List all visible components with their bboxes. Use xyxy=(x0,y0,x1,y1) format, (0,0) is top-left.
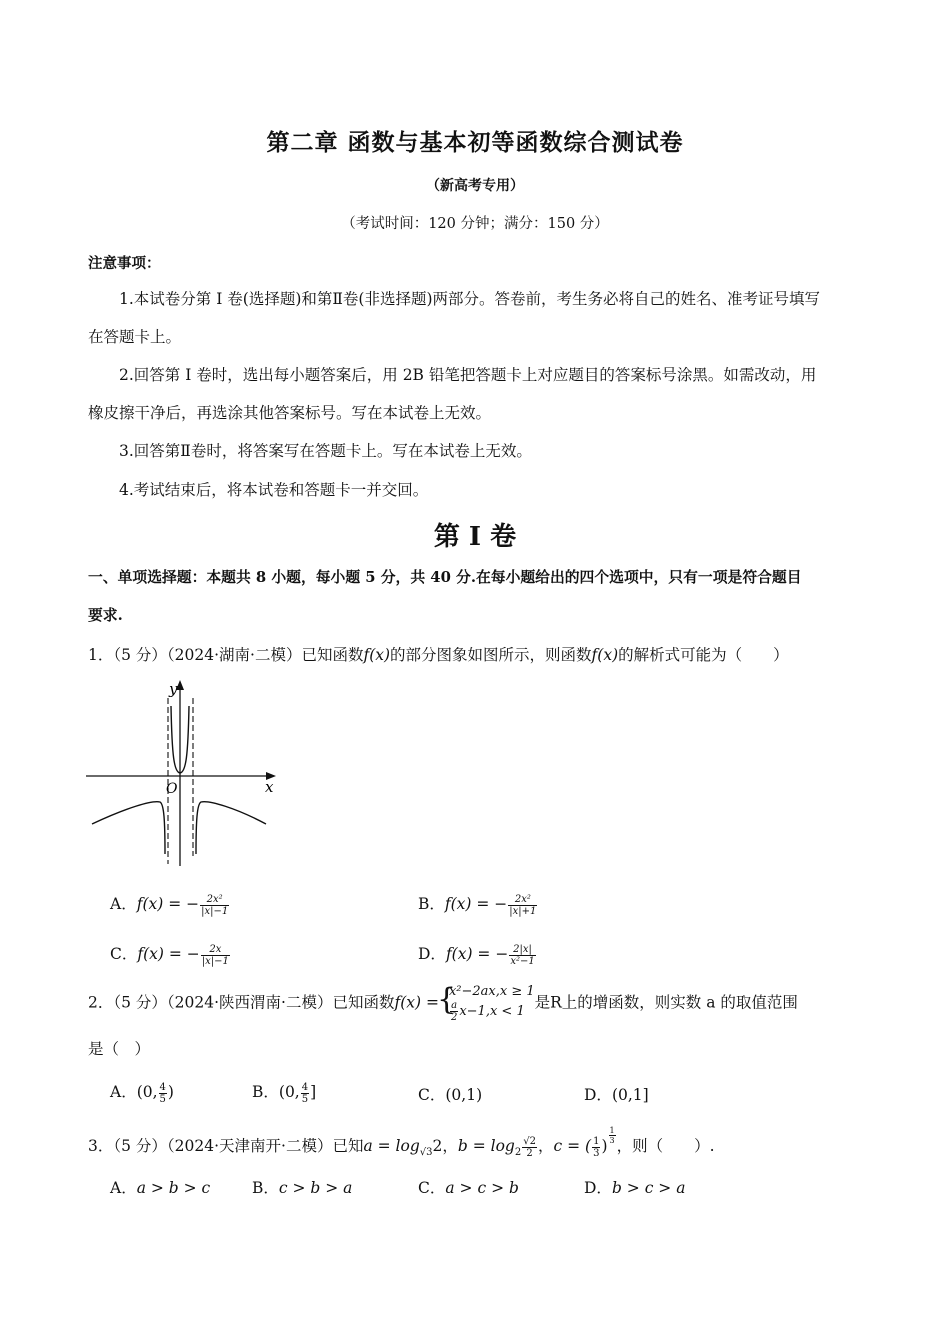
curve-right-branch xyxy=(196,802,266,854)
option-b-denominator: |x|+1 xyxy=(509,905,537,917)
question-2-piecewise xyxy=(439,984,535,1023)
exam-time-info: （考试时间：120 分钟；满分：150 分） xyxy=(341,216,609,232)
question-3-option-d[interactable] xyxy=(584,1176,685,1198)
question-3-c-exp-numerator: 1 xyxy=(609,1126,615,1135)
question-3-c-exp-denominator: 3 xyxy=(609,1136,615,1145)
y-axis-label: y xyxy=(169,680,178,698)
notice-heading: 注意事项： xyxy=(88,255,161,272)
question-2-fx: f(x) = xyxy=(394,993,439,1012)
option-d-value: (0,1] xyxy=(611,1086,649,1104)
page-subtitle: （新高考专用） xyxy=(426,178,524,194)
question-2-option-d[interactable] xyxy=(584,1083,649,1105)
question-1-option-d[interactable] xyxy=(418,942,537,967)
option-b-numerator: 4 xyxy=(301,1081,309,1093)
question-1-option-b[interactable] xyxy=(418,892,538,917)
question-1-function-graph xyxy=(86,676,282,866)
option-a-denominator: |x|−1 xyxy=(201,905,229,917)
question-2-suffix: 是R上的增函数，则实数 a 的取值范围 xyxy=(534,993,798,1012)
option-b-post: ] xyxy=(310,1083,317,1101)
option-a-label: A． xyxy=(110,1179,137,1197)
option-b-value: c > b > a xyxy=(278,1179,353,1197)
option-a-numerator: 2x² xyxy=(200,894,229,906)
question-1-suffix: 的解析式可能为（ ） xyxy=(618,646,789,664)
question-2-option-c[interactable] xyxy=(418,1083,482,1105)
question-3-option-c[interactable] xyxy=(418,1176,519,1198)
option-c-numerator: 2x xyxy=(201,944,230,956)
option-d-denominator: x²−1 xyxy=(510,955,535,967)
question-3-suffix: ，则（ ）. xyxy=(616,1137,715,1155)
notice-item-1-line-1: 1.本试卷分第 I 卷(选择题)和第Ⅱ卷(非选择题)两部分。答卷前，考生务必将自己的姓名、准考证号填写 xyxy=(119,290,820,308)
question-2-case-2-den: 2 xyxy=(450,1012,458,1023)
question-3-b-numerator: √2 xyxy=(523,1135,536,1147)
origin-label: O xyxy=(166,781,178,797)
question-2-stem xyxy=(88,984,798,1023)
option-a-lhs: f(x) = − xyxy=(136,895,200,913)
question-3-comma-1: ， xyxy=(442,1137,458,1155)
option-b-label: B． xyxy=(418,895,445,913)
option-b-lhs: f(x) = − xyxy=(444,895,508,913)
section-title: 第 I 卷 xyxy=(433,522,517,552)
question-3-c-close: ) xyxy=(601,1137,608,1155)
option-b-label: B． xyxy=(252,1179,279,1197)
x-axis-label: x xyxy=(265,778,274,796)
question-3-option-a[interactable] xyxy=(110,1176,210,1198)
option-d-value: b > c > a xyxy=(611,1179,686,1197)
option-b-pre: (0, xyxy=(278,1083,300,1101)
curve-left-branch xyxy=(92,802,165,854)
notice-item-3: 3.回答第Ⅱ卷时，将答案写在答题卡上。写在本试卷上无效。 xyxy=(119,442,532,460)
question-3-b-base: 2 xyxy=(514,1147,522,1159)
option-a-label: A． xyxy=(110,1083,137,1101)
question-1-prefix: 1．（5 分）（2024·湖南·二模）已知函数 xyxy=(88,646,364,664)
section-instruction-line-1: 一、单项选择题：本题共 8 小题，每小题 5 分，共 40 分.在每小题给出的四个选项中，只有一项是符合题目 xyxy=(88,569,802,586)
option-a-numerator: 4 xyxy=(159,1081,166,1093)
question-2-option-b[interactable] xyxy=(252,1080,316,1105)
question-3-c-expr: c = ( xyxy=(553,1137,592,1155)
question-1-mid: 的部分图象如图所示，则函数 xyxy=(390,646,592,664)
option-a-label: A． xyxy=(110,895,137,913)
notice-item-1-line-2: 在答题卡上。 xyxy=(88,328,182,346)
option-a-pre: (0, xyxy=(136,1083,158,1101)
option-c-value: a > c > b xyxy=(445,1179,519,1197)
option-c-denominator: |x|−1 xyxy=(201,955,229,967)
question-3-c-numerator: 1 xyxy=(593,1135,600,1147)
question-2-option-a[interactable] xyxy=(110,1080,174,1105)
option-c-value: (0,1) xyxy=(445,1086,483,1104)
option-c-label: C． xyxy=(418,1086,446,1104)
question-2-prefix: 2．（5 分）（2024·陕西渭南·二模）已知函数 xyxy=(88,993,395,1012)
notice-item-2-line-1: 2.回答第 I 卷时，选出每小题答案后，用 2B 铅笔把答题卡上对应题目的答案标号涂黑。如需改动，用 xyxy=(119,366,817,384)
question-1-option-a[interactable] xyxy=(110,892,230,917)
option-c-label: C． xyxy=(418,1179,446,1197)
option-a-value: a > b > c xyxy=(136,1179,211,1197)
question-3-c-denominator: 3 xyxy=(593,1147,600,1159)
option-a-denominator: 5 xyxy=(159,1093,166,1105)
question-3-a-arg: 2 xyxy=(432,1137,443,1155)
question-1-fx-1: f(x) xyxy=(363,646,391,664)
option-c-label: C． xyxy=(110,945,138,963)
question-2-case-2-rest: x−1,x < 1 xyxy=(459,1004,525,1019)
notice-item-4: 4.考试结束后，将本试卷和答题卡一并交回。 xyxy=(119,481,429,499)
question-1-option-c[interactable] xyxy=(110,942,231,967)
question-3-stem xyxy=(88,1126,715,1159)
question-2-stem-line-2: 是（ ） xyxy=(88,1040,151,1058)
question-3-option-b[interactable] xyxy=(252,1176,352,1198)
option-a-post: ) xyxy=(167,1083,174,1101)
question-3-b-expr: b = log xyxy=(457,1137,515,1155)
question-2-case-2-num: a xyxy=(451,1000,458,1011)
option-d-numerator: 2|x| xyxy=(509,944,535,956)
question-3-comma-2: ， xyxy=(537,1137,554,1155)
question-2-case-1: { x²−2ax,x ≥ 1 xyxy=(448,984,535,999)
question-1-stem xyxy=(88,643,789,665)
page-title: 第二章 函数与基本初等函数综合测试卷 xyxy=(266,129,684,156)
option-d-label: D． xyxy=(584,1086,612,1104)
question-3-a-expr: a = log xyxy=(363,1137,420,1155)
question-3-b-denominator: 2 xyxy=(526,1147,533,1159)
option-c-lhs: f(x) = − xyxy=(137,945,200,963)
notice-item-2-line-2: 橡皮擦干净后，再选涂其他答案标号。写在本试卷上无效。 xyxy=(88,404,492,422)
option-d-lhs: f(x) = − xyxy=(445,945,509,963)
option-b-numerator: 2x² xyxy=(508,894,537,906)
option-d-label: D． xyxy=(584,1179,612,1197)
question-3-a-base: √3 xyxy=(419,1147,433,1159)
option-b-denominator: 5 xyxy=(301,1093,309,1105)
option-b-label: B． xyxy=(252,1083,279,1101)
question-1-fx-2: f(x) xyxy=(591,646,619,664)
option-d-label: D． xyxy=(418,945,446,963)
section-instruction-line-2: 要求. xyxy=(88,607,123,624)
question-3-prefix: 3．（5 分）（2024·天津南开·二模）已知 xyxy=(88,1137,364,1155)
